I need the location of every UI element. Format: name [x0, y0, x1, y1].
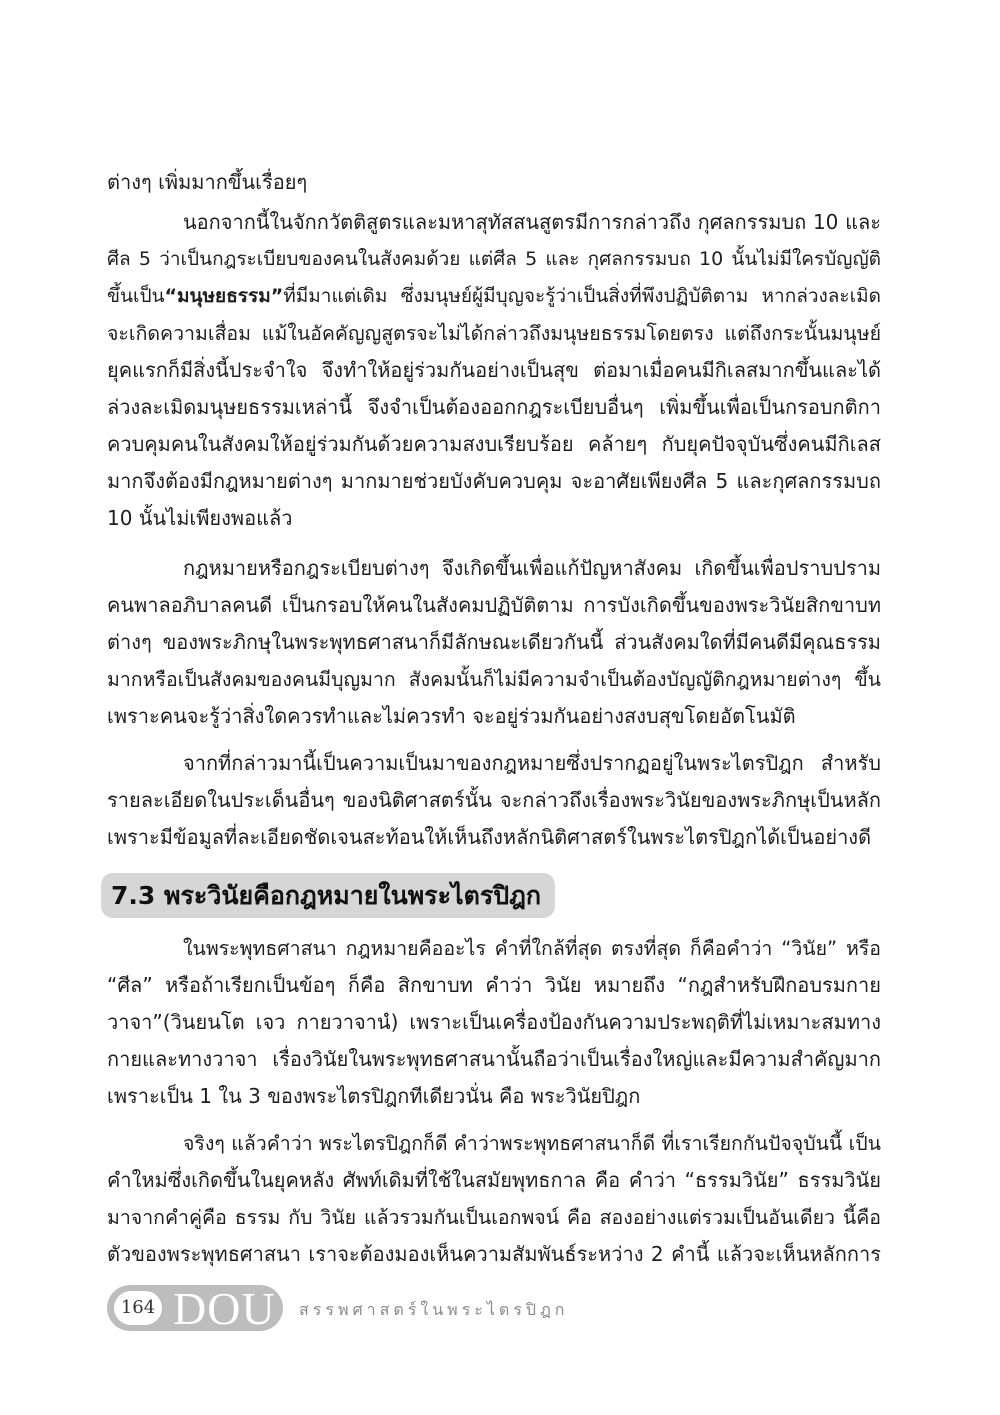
page-number: 164: [114, 1291, 162, 1325]
text-line: ต่างๆ เพิ่มมากขึ้นเรื่อยๆ: [107, 170, 308, 194]
text-line: วาจา”(วินยนโต เจว กายวาจานํ) เพราะเป็นเครื่องป้องกันความประพฤติที่ไม่เหมาะสมทาง: [107, 1010, 881, 1034]
footer-badge: [107, 1283, 283, 1334]
text-line: มาจากคำคู่คือ ธรรม กับ วินัย แล้วรวมกันเป็นเอกพจน์ คือ สองอย่างแต่รวมเป็นอันเดียว นี้คือ: [107, 1206, 881, 1229]
text-line: ควบคุมคนในสังคมให้อยู่ร่วมกันด้วยความสงบเรียบร้อย คล้ายๆ กับยุคปัจจุบันซึ่งคนมีกิเลส: [107, 432, 881, 456]
text-line: มากหรือเป็นสังคมของคนมีบุญมาก สังคมนั้นก็ไม่มีความจำเป็นต้องบัญญัติกฎหมายต่างๆ ขึ้น: [107, 668, 881, 691]
text-line: [107, 278, 881, 315]
text-line: มากจึงต้องมีกฎหมายต่างๆ มากมายช่วยบังคับควบคุม จะอาศัยเพียงศีล 5 และกุศลกรรมบถ: [107, 469, 881, 493]
text-line: 10 นั้นไม่เพียงพอแล้ว: [107, 506, 293, 530]
text-line: เพราะเป็น 1 ใน 3 ของพระไตรปิฎกทีเดียวนั่น คือ พระวินัยปิฎก: [107, 1084, 641, 1108]
emphasized-term: “มนุษยธรรม”: [164, 285, 284, 307]
text-line: รายละเอียดในประเด็นอื่นๆ ของนิติศาสตร์นั้น จะกล่าวถึงเรื่องพระวินัยของพระภิกษุเป็นหลัก: [107, 788, 881, 812]
text-line: ศีล 5 ว่าเป็นกฎระเบียบของคนในสังคมด้วย แต่ศีล 5 และ กุศลกรรมบถ 10 นั้นไม่มีใครบัญญัติ: [107, 248, 881, 270]
dou-logo: DOU: [173, 1283, 276, 1334]
text-line: ตัวของพระพุทธศาสนา เราจะต้องมองเห็นความสัมพันธ์ระหว่าง 2 คำนี้ แล้วจะเห็นหลักการ: [107, 1242, 881, 1266]
text-line: ต่างๆ ของพระภิกษุในพระพุทธศาสนาก็มีลักษณะเดียวกันนี้ ส่วนสังคมใดที่มีคนดีมีคุณธรรม: [107, 630, 881, 654]
text-segment: ที่มีมาแต่เดิม ซึ่งมนุษย์ผู้มีบุญจะรู้ว่าเป็นสิ่งที่พึงปฏิบัติตาม หากล่วงละเมิด: [283, 285, 881, 307]
text-line: คำใหม่ซึ่งเกิดขึ้นในยุคหลัง ศัพท์เดิมที่ใช้ในสมัยพุทธกาล คือ คำว่า “ธรรมวินัย” ธรรมวินัย: [107, 1168, 881, 1192]
book-title: สรรพศาสตร์ในพระไตรปิฎก: [299, 1300, 569, 1319]
text-segment: ขึ้นเป็น: [107, 285, 165, 307]
text-line: ในพระพุทธศาสนา กฎหมายคืออะไร คำที่ใกล้ที่สุด ตรงที่สุด ก็คือคำว่า “วินัย” หรือ: [183, 937, 881, 960]
text-line: เพราะคนจะรู้ว่าสิ่งใดควรทำและไม่ควรทำ จะอยู่ร่วมกันอย่างสงบสุขโดยอัตโนมัติ: [107, 704, 796, 728]
text-line: “ศีล” หรือถ้าเรียกเป็นข้อๆ ก็คือ สิกขาบท คำว่า วินัย หมายถึง “กฎสำหรับฝึกอบรมกาย: [107, 973, 881, 997]
text-line: ยุคแรกก็มีสิ่งนี้ประจำใจ จึงทำให้อยู่ร่วมกันอย่างเป็นสุข ต่อมาเมื่อคนมีกิเลสมากขึ้นและได้: [107, 358, 881, 382]
text-line: จริงๆ แล้วคำว่า พระไตรปิฎกก็ดี คำว่าพระพุทธศาสนาก็ดี ที่เราเรียกกันปัจจุบันนี้ เป็น: [183, 1132, 881, 1155]
paragraph-2: [107, 550, 881, 735]
text-line: จากที่กล่าวมานี้เป็นความเป็นมาของกฎหมายซึ่งปรากฏอยู่ในพระไตรปิฎก สำหรับ: [183, 751, 881, 775]
section-paragraph-1: [107, 930, 881, 1115]
text-line: ล่วงละเมิดมนุษยธรรมเหล่านี้ จึงจำเป็นต้องออกกฎระเบียบอื่นๆ เพิ่มขึ้นเพื่อเป็นกรอบกติกา: [107, 395, 881, 419]
section-paragraph-2: [107, 1125, 881, 1273]
text-line: กฎหมายหรือกฎระเบียบต่างๆ จึงเกิดขึ้นเพื่อแก้ปัญหาสังคม เกิดขึ้นเพื่อปราบปราม: [183, 556, 881, 580]
text-line: นอกจากนี้ในจักกวัตติสูตรและมหาสุทัสสนสูตรมีการกล่าวถึง กุศลกรรมบถ 10 และ: [183, 210, 881, 234]
text-line: กายและทางวาจา เรื่องวินัยในพระพุทธศาสนานั้นถือว่าเป็นเรื่องใหญ่และมีความสำคัญมาก: [107, 1047, 881, 1071]
paragraph-1: [107, 204, 881, 537]
text-line: เพราะมีข้อมูลที่ละเอียดชัดเจนสะท้อนให้เห็นถึงหลักนิติศาสตร์ในพระไตรปิฎกได้เป็นอย่างดี: [107, 825, 872, 849]
text-line: จะเกิดความเสื่อม แม้ในอัคคัญญสูตรจะไม่ได้กล่าวถึงมนุษยธรรมโดยตรง แต่ถึงกระนั้นมนุษย์: [107, 322, 881, 345]
section-heading: 7.3 พระวินัยคือกฎหมายในพระไตรปิฎก: [101, 873, 555, 918]
text-line: คนพาลอภิบาลคนดี เป็นกรอบให้คนในสังคมปฏิบัติตาม การบังเกิดขึ้นของพระวินัยสิกขาบท: [107, 593, 881, 617]
intro-paragraph: [107, 164, 881, 201]
paragraph-3: [107, 745, 881, 856]
